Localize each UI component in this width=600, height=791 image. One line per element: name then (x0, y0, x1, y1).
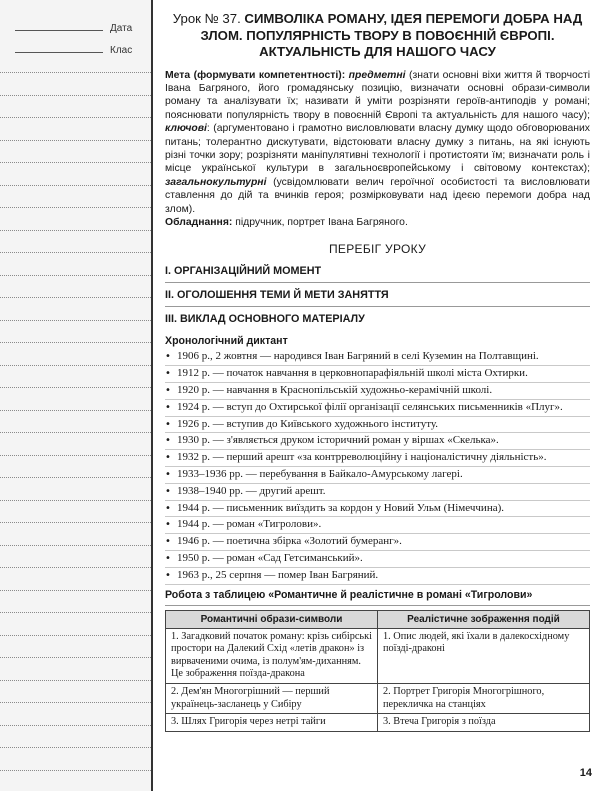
event-text: 1912 р. — початок навчання в церковнопарафіяльній школі міста Охтирки. (177, 367, 528, 380)
section-heading: III. ВИКЛАД ОСНОВНОГО МАТЕРІАЛУ (165, 313, 365, 326)
comparison-table (165, 610, 590, 732)
event-text: 1944 р. — роман «Тигролови». (177, 518, 322, 531)
note-line (0, 252, 151, 253)
bullet-icon: • (165, 485, 171, 497)
event-text: 1933–1936 рр. — перебування в Байкало-Амурському лагері. (177, 467, 463, 480)
table-header: Романтичні образи-символи (166, 610, 378, 628)
table-row (166, 628, 590, 683)
note-line (0, 230, 151, 231)
list-item (165, 367, 590, 383)
section-heading: I. ОРГАНІЗАЦІЙНИЙ МОМЕНТ (165, 265, 590, 283)
list-item (165, 468, 590, 484)
note-line (0, 342, 151, 343)
event-text: 1946 р. — поетична збірка «Золотий бумеранг». (177, 535, 402, 548)
goal-label: Мета (формувати компетентності): (165, 69, 346, 81)
table-cell: 2. Портрет Григорія Многогрішного, перекличка на станціях (378, 683, 590, 713)
general-competence-label: загальнокультурні (165, 176, 267, 188)
note-line (0, 770, 151, 771)
bullet-icon: • (165, 368, 171, 380)
table-cell: 2. Дем'ян Многогрішний — перший українець-засланець у Сибіру (166, 683, 378, 713)
bullet-icon: • (165, 452, 171, 464)
note-line (0, 185, 151, 186)
note-line (0, 297, 151, 298)
goal-paragraph (165, 69, 590, 216)
note-line (0, 725, 151, 726)
note-line (0, 320, 151, 321)
margin-separator (151, 0, 153, 791)
list-item (165, 434, 590, 450)
note-line (0, 657, 151, 658)
bullet-icon: • (165, 468, 171, 480)
note-line (0, 117, 151, 118)
dictation-title: Хронологічний диктант (165, 335, 288, 348)
note-line (0, 747, 151, 748)
note-line (0, 387, 151, 388)
event-text: 1963 р., 25 серпня — помер Іван Багряний. (177, 568, 379, 581)
note-line (0, 500, 151, 501)
notes-sidebar (0, 0, 151, 791)
lesson-number: Урок № 37. (172, 11, 241, 26)
list-item (165, 518, 590, 534)
list-item (165, 350, 590, 366)
note-line (0, 680, 151, 681)
list-item (165, 418, 590, 434)
bullet-icon: • (165, 401, 171, 413)
class-line (15, 52, 103, 53)
list-item (165, 401, 590, 417)
bullet-icon: • (165, 569, 171, 581)
event-text: 1932 р. — перший арешт «за контрреволюційну і націоналістичну діяльність». (177, 451, 547, 464)
event-text: 1930 р. — з'являється друком історичний роман у віршах «Скелька». (177, 434, 499, 447)
bullet-icon: • (165, 435, 171, 447)
event-text: 1950 р. — роман «Сад Гетсиманський». (177, 551, 363, 564)
lesson-topic: СИМВОЛІКА РОМАНУ, ІДЕЯ ПЕРЕМОГИ ДОБРА НАД ЗЛОМ. ПОПУЛЯРНІСТЬ ТВОРУ В ПОВОЄННІЙ ЄВРОПІ. АКТУАЛЬНІСТЬ ДЛЯ НАШОГО ЧАСУ (200, 11, 583, 59)
note-line (0, 207, 151, 208)
event-text: 1944 р. — письменник виїздить за кордон у Новий Ульм (Німеччина). (177, 501, 505, 514)
key-competence-text: : (аргументовано і грамотно висловлювати власну думку щодо обговорюваних питань; толерантно дискутувати, відстоювати власну думку з питань, на які існують різні точки зору; розрізняти маніпулятивні технології і протистояти їм; визначати роль і місце української культури в загальноєвропейському і світовому контекстах); (165, 123, 590, 175)
list-item (165, 535, 590, 551)
note-line (0, 635, 151, 636)
table-cell: 3. Втеча Григорія з поїзда (378, 714, 590, 732)
bullet-icon: • (165, 552, 171, 564)
lesson-title (165, 11, 590, 61)
note-line (0, 545, 151, 546)
bullet-icon: • (165, 519, 171, 531)
bullet-icon: • (165, 418, 171, 430)
note-line (0, 567, 151, 568)
note-line (0, 432, 151, 433)
table-header: Реалістичне зображення подій (378, 610, 590, 628)
table-cell: 3. Шлях Григорія через нетрі тайги (166, 714, 378, 732)
table-row (166, 714, 590, 732)
bullet-icon: • (165, 351, 171, 363)
subject-competence-label: предметні (348, 69, 406, 81)
note-line (0, 522, 151, 523)
list-item (165, 451, 590, 467)
note-line (0, 702, 151, 703)
table-cell: 1. Опис людей, які їхали в далекосхідному поїзді-драконі (378, 628, 590, 683)
general-competence-text: (усвідомлювати велич героїчної особистості та висловлювати ставлення до дій та вчинків героя; розмірковувати над ідеєю перемоги добра над злом). (165, 176, 590, 215)
event-text: 1926 р. — вступив до Київського художнього інституту. (177, 417, 439, 430)
note-line (0, 477, 151, 478)
note-line (0, 95, 151, 96)
list-item (165, 552, 590, 568)
table-cell: 1. Загадковий початок роману: крізь сибірські простори на Далекий Схід «летів дракон» із вирваченими очима, із полум'ям-диханням. Це зображення поїзда-дракона (166, 628, 378, 683)
equipment-label: Обладнання: (165, 216, 233, 228)
note-line (0, 590, 151, 591)
note-line (0, 612, 151, 613)
section-heading: II. ОГОЛОШЕННЯ ТЕМИ Й МЕТИ ЗАНЯТТЯ (165, 289, 590, 307)
list-item (165, 485, 590, 501)
note-line (0, 365, 151, 366)
equipment-text: підручник, портрет Івана Багряного. (235, 216, 408, 228)
event-text: 1938–1940 рр. — другий арешт. (177, 484, 326, 497)
key-competence-label: ключові (165, 123, 207, 135)
note-line (0, 162, 151, 163)
bullet-icon: • (165, 384, 171, 396)
subject-competence-text: (знати основні віхи життя й творчості Івана Багряного, його громадянську позицію, визначати основні образи-символи роману та аналізувати їх; називати й уміти розрізняти героїв-антиподів у романі; пояснювати популярність твору в повоєнній Європі та актуальність для нашого часу); (165, 69, 591, 121)
note-line (0, 72, 151, 73)
note-line (0, 140, 151, 141)
lesson-content (165, 11, 590, 732)
date-label: Дата (110, 23, 133, 34)
equipment-paragraph (165, 216, 590, 229)
note-line (0, 455, 151, 456)
event-text: 1924 р. — вступ до Охтирської філії організації селянських письменників «Плуг». (177, 400, 563, 413)
event-text: 1906 р., 2 жовтня — народився Іван Багряний в селі Куземин на Полтавщині. (177, 350, 539, 363)
bullet-icon: • (165, 502, 171, 514)
chronology-list (165, 350, 590, 584)
bullet-icon: • (165, 536, 171, 548)
note-line (0, 275, 151, 276)
course-title: ПЕРЕБІГ УРОКУ (328, 242, 427, 257)
event-text: 1920 р. — навчання в Краснопільській художньо-керамічній школі. (177, 383, 493, 396)
table-row (166, 683, 590, 713)
date-line (15, 30, 103, 31)
list-item (165, 502, 590, 518)
table-title: Робота з таблицею «Романтичне й реалістичне в романі «Тигролови» (165, 589, 590, 606)
note-line (0, 410, 151, 411)
list-item (165, 384, 590, 400)
page-number: 14 (579, 767, 592, 779)
class-label: Клас (110, 45, 133, 56)
list-item (165, 569, 590, 585)
